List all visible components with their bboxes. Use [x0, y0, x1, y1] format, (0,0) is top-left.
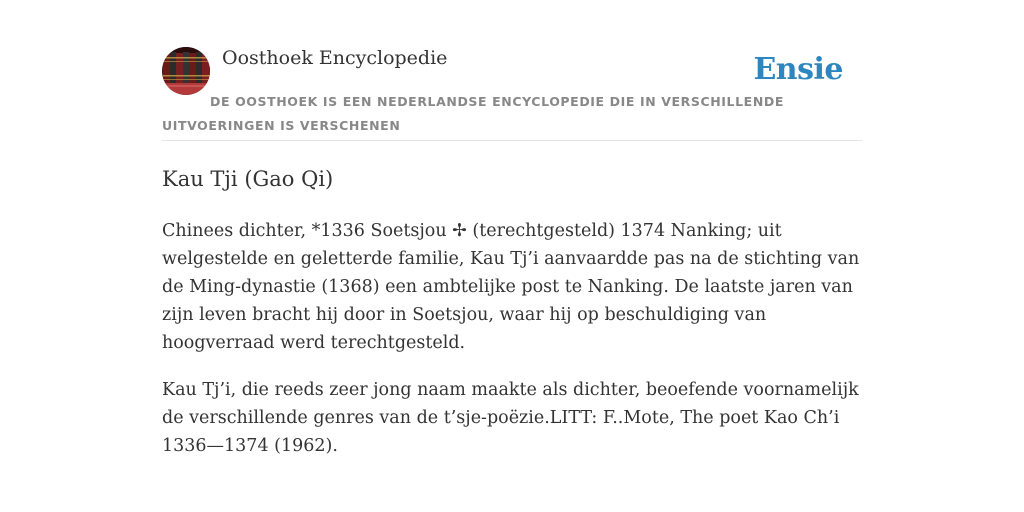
source-title[interactable]: Oosthoek Encyclopedie [222, 47, 448, 69]
source-description: DE OOSTHOEK IS EEN NEDERLANDSE ENCYCLOPEDIE DIE IN VERSCHILLENDE UITVOERINGEN IS VERSCHENEN [162, 94, 784, 133]
book-spines-icon [162, 47, 210, 95]
header [162, 46, 862, 141]
brand-logo[interactable]: Ensie [753, 52, 843, 87]
article-title: Kau Tji (Gao Qi) [162, 167, 334, 191]
article-paragraph: Chinees dichter, *1336 Soetsjou ✢ (terechtgesteld) 1374 Nanking; uit welgestelde en geletterde familie, Kau Tj’i aanvaardde pas na de stichting van de Ming-dynastie (1368) een ambtelijke post te Nanking. De laatste jaren van zijn leven bracht hij door in Soetsjou, waar hij op beschuldiging van hoogverraad werd terechtgesteld. [162, 221, 860, 353]
source-avatar[interactable] [162, 47, 210, 95]
article-paragraph: Kau Tj’i, die reeds zeer jong naam maakte als dichter, beoefende voornamelijk de verschillende genres van de t’sje-poëzie.LITT: F..Mote, The poet Kao Ch’i 1336—1374 (1962). [162, 380, 859, 456]
article [162, 163, 862, 460]
